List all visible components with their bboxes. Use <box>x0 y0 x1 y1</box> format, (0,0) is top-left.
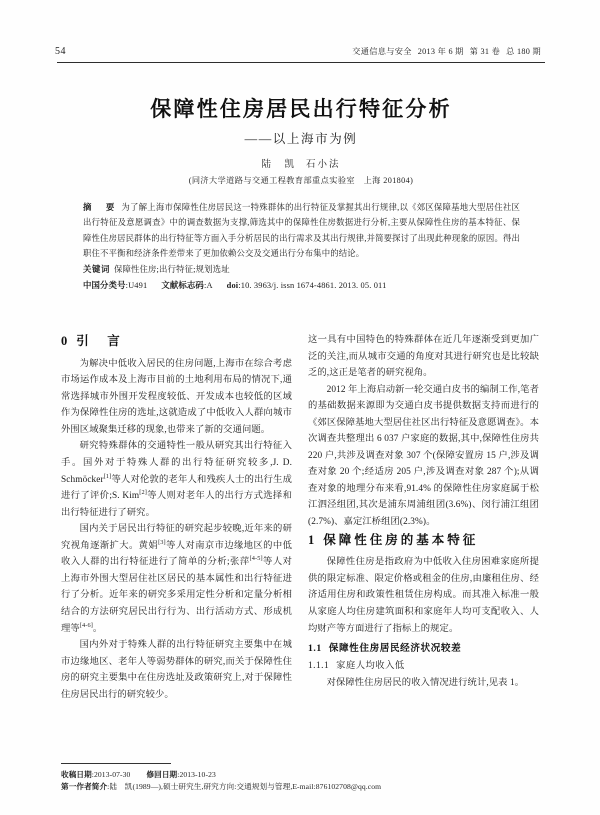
abstract-block <box>83 200 520 294</box>
paragraph-text: 研究特殊群体的交通特性一般从研究其出行特征入手。国外对于特殊人群的出行特征研究较多,J. D. Schmöcker <box>61 441 292 485</box>
subsection-number: 1.1 <box>308 643 322 655</box>
journal-issue: 2013 年 6 期 <box>417 47 464 56</box>
footer-rule <box>61 763 171 764</box>
paragraph: 保障性住房是指政府为中低收入住房困难家庭所提供的限定标准、限定价格或租金的住房,由廉租住房、经济适用住房和政策性租赁住房构成。而其准入标准一般从家庭人均住房建筑面积和家庭年人均可支配收入、人均财产等方面进行了指标上的规定。 <box>308 557 539 634</box>
reference-marker: [1] <box>103 472 112 480</box>
subsubsection-heading-1-1-1 <box>308 658 539 675</box>
journal-name: 交通信息与安全 <box>352 47 412 56</box>
running-head <box>55 46 547 57</box>
author-name-1: 陆 凯 <box>261 160 296 171</box>
received-label: 收稿日期 <box>61 770 92 779</box>
title-block <box>60 96 542 186</box>
author-name-2: 石小法 <box>306 160 341 171</box>
reference-marker: [4-6] <box>79 621 93 629</box>
page-subtitle: ——以上海市为例 <box>244 132 358 147</box>
clc-value: U491 <box>128 281 148 291</box>
section-heading-1 <box>308 531 539 550</box>
doi-label: doi <box>226 281 239 291</box>
keywords-label: 关键词 <box>83 265 110 275</box>
footnote-author-bio: 第一作者简介:陆 凯(1989—),硕士研究生,研究方向:交通规划与管理,E-mail:876102708@qq.com <box>61 782 382 792</box>
paragraph <box>61 521 292 637</box>
bio-value: 陆 凯(1989—),硕士研究生,研究方向:交通规划与管理,E-mail:876102708@qq.com <box>109 782 382 792</box>
left-column <box>61 332 292 703</box>
subsection-heading-1-1 <box>308 640 539 657</box>
section-number-1: 1 <box>308 532 315 547</box>
paragraph-text: 等人则对老年人的出行方式选择和出行特征进行了研究。 <box>61 491 292 518</box>
revised-label: 修回日期 <box>146 770 178 779</box>
paragraph: 对保障性住房居民的收入情况进行统计,见表 1。 <box>326 677 525 688</box>
document-code-label: 文献标志码 <box>161 281 204 291</box>
paragraph-text: 国内关于居民出行特征的研究起步较晚,近年来的研究视角逐渐扩大。黄娟 <box>61 524 292 551</box>
revised-value: 2013-10-23 <box>179 770 216 779</box>
journal-volume: 第 31 卷 <box>469 47 501 56</box>
reference-marker: [4-5] <box>249 555 263 563</box>
received-value: 2013-07-30 <box>94 770 131 779</box>
author-list <box>60 156 542 170</box>
header-rule <box>57 62 545 63</box>
subsubsection-number: 1.1.1 <box>308 661 330 672</box>
keywords-value: 保障性住房;出行特征;规划选址 <box>113 265 230 275</box>
reference-marker: [3] <box>158 538 166 546</box>
journal-serial: 总 180 期 <box>506 47 541 56</box>
footnote-dates: 收稿日期:2013-07-30 修回日期:2013-10-23 <box>61 770 216 779</box>
right-column <box>308 332 539 691</box>
keywords-line <box>83 262 520 277</box>
paragraph <box>61 438 292 521</box>
subsection-title: 保障性住房居民经济状况较差 <box>328 643 462 655</box>
abstract-text: 为了解上海市保障性住房居民这一特殊群体的出行特征及掌握其出行规律,以《郊区保障基地大型居住社区出行特征及意愿调查》中的调查数据为支撑,筛选其中的保障性住房数据进行分析,主要从保障性住房的基本特征、保障性住房居民群体的出行特征等方面入手分析居民的出行需求及其出行规律,并简要探讨了出现此种现象的原因。得出职住不平衡和经济条件差带来了更加依赖公交及交通出行分布集中的结论。 <box>83 203 521 258</box>
section-title-1: 保障性住房的基本特征 <box>323 532 479 547</box>
section-number-0: 0 <box>61 334 68 348</box>
section-title-0: 引 言 <box>76 334 123 348</box>
footnote-block <box>61 769 541 794</box>
doi-value: 10. 3963/j. issn 1674-4861. 2013. 05. 011 <box>240 281 387 291</box>
clc-label: 中国分类号 <box>83 281 126 291</box>
classification-line: 中国分类号:U491 文献标志码:A doi:10. 3963/j. issn 1674-4861. 2013. 05. 011 <box>83 281 387 291</box>
section-heading-0 <box>61 332 292 351</box>
paragraph-text: 等人对伦敦的老年人和残疾人士的出行生成进行了评价;S. Kim <box>61 474 292 502</box>
paragraph-text: 等人对上海市外围大型居住社区居民的基本属性和出行特征进行了分析。近年来的研究多采用定性分析和定量分析相结合的方法研究居民出行行为、出行活动方式、形成机理等 <box>61 557 292 634</box>
paragraph-text: 等人对南京市边缘地区的中低收入人群的出行特征进行了简单的分析;张萍 <box>61 540 292 568</box>
reference-marker: [2] <box>139 489 147 497</box>
subsubsection-title: 家庭人均收入低 <box>336 661 405 672</box>
paragraph: 为解决中低收入居民的住房问题,上海市在综合考虑市场运作成本及上海市目前的土地利用布局的情况下,通常选择城市外围开发程度较低、开发成本也较低的区域作为保障性住房的选址,这就造成了中低收入人群向城市外围区域聚集迁移的现象,也带来了新的交通问题。 <box>61 358 292 435</box>
journal-citation <box>352 46 547 57</box>
paragraph: 国内外对于特殊人群的出行特征研究主要集中在城市边缘地区、老年人等弱势群体的研究,而关于保障性住房的研究主要集中在住房选址及政策研究上,对于保障性住房居民出行的研究较少。 <box>61 640 292 700</box>
paragraph-text: 。 <box>92 623 103 634</box>
author-affiliation: (同济大学道路与交通工程教育部重点实验室 上海 201804) <box>188 176 414 186</box>
page-title: 保障性住房居民出行特征分析 <box>150 96 452 121</box>
page-number: 54 <box>55 46 66 57</box>
document-code-value: A <box>206 281 213 291</box>
abstract-label: 摘 要 <box>83 203 118 212</box>
bio-label: 第一作者简介 <box>61 782 108 792</box>
paragraph: 2012 年上海启动新一轮交通白皮书的编制工作,笔者的基础数据来源即为交通白皮书提供数据支持而进行的《郊区保障基地大型居住社区出行特征及意愿调查》。本次调查共整理出 6 037 户家庭的数据,其中,保障性住房共 220 户,共涉及调查对象 307 个(保障安置房 15 户,涉及调查对象 20 个;经适房 205 户,涉及调查对象 287 个);从调查对象的地理分布来看,91.4% 的保障性住房家庭属于松江泗泾组团,其次是浦东周浦组团(3.6%)、闵行浦江组团(2.7%)、嘉定江桥组团(2.3%)。 <box>308 384 539 528</box>
paragraph: 这一具有中国特色的特殊群体在近几年逐渐受到更加广泛的关注,而从城市交通的角度对其进行研究也是比较缺乏的,这正是笔者的研究视角。 <box>308 335 539 379</box>
